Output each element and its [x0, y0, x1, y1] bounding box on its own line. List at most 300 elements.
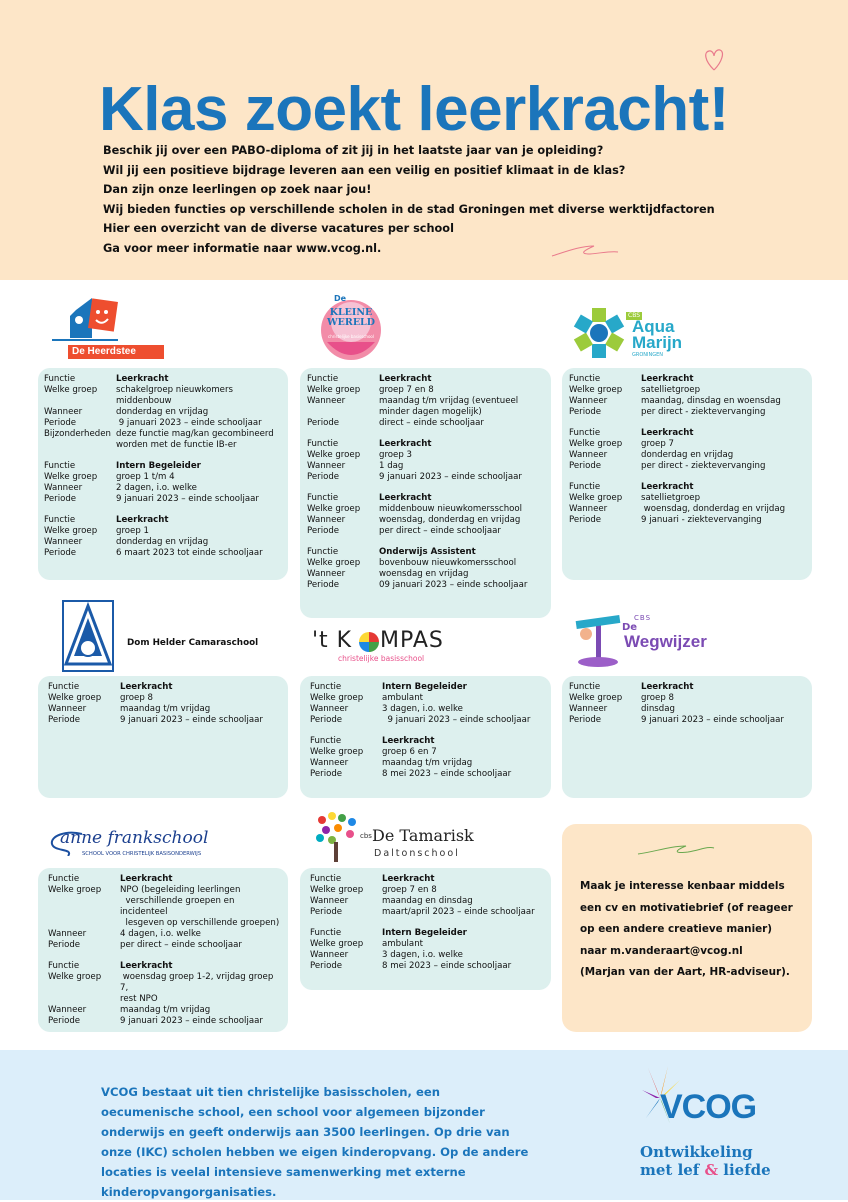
vacancy-row: [310, 715, 545, 726]
vacancy-card-aquamarijn: [562, 368, 812, 580]
vacancy-entry: [48, 874, 282, 951]
vacancy-row: [569, 439, 806, 450]
vacancy-label: Welke groep: [307, 385, 361, 395]
vacancy-label: Functie: [307, 374, 339, 384]
vacancy-label: Welke groep: [310, 885, 364, 895]
vacancy-label: Welke groep: [44, 385, 98, 395]
vacancy-value: groep 7 en 8: [382, 885, 437, 895]
vacancy-value: satellietgroep: [641, 493, 701, 503]
vacancy-row: [310, 907, 545, 918]
vacancy-row: [569, 461, 806, 472]
aquamarijn-name-2: Marijn: [632, 333, 683, 352]
vacancy-value: woensdag, donderdag en vrijdag: [379, 515, 521, 525]
squiggle-doodle-icon: [636, 840, 716, 860]
vacancy-value: 9 januari 2023 – einde schooljaar: [641, 715, 784, 725]
vacancy-row: [569, 693, 806, 704]
vacancy-function-value: Intern Begeleider: [382, 682, 467, 692]
vacancy-function-value: Leerkracht: [641, 682, 694, 692]
vacancy-value: 09 januari 2023 – einde schooljaar: [379, 580, 528, 590]
vacancy-row: [569, 704, 806, 715]
vacancy-row: [569, 504, 806, 515]
vacancy-value: woensdag en vrijdag: [379, 569, 469, 579]
vacancy-row: [310, 874, 545, 885]
vacancy-label: Wanneer: [569, 396, 608, 406]
vacancy-row: [310, 758, 545, 769]
vacancy-label: Periode: [307, 526, 340, 536]
vacancy-value: deze functie mag/kan gecombineerd worden met de functie IB-er: [116, 429, 274, 450]
heerdstee-logo: [46, 294, 166, 360]
vacancy-label: Periode: [44, 418, 77, 428]
vacancy-value: satellietgroep: [641, 385, 701, 395]
vacancy-row: [307, 450, 545, 461]
kompas-name-b: MPAS: [380, 628, 444, 653]
vacancy-function-value: Leerkracht: [116, 515, 169, 525]
vacancy-label: Periode: [569, 515, 602, 525]
vacancy-value: groep 7: [641, 439, 674, 449]
vcog-tagline-amp: &: [704, 1161, 719, 1179]
wegwijzer-logo: [572, 612, 722, 668]
vacancy-entry: [310, 736, 545, 780]
vacancy-label: Wanneer: [48, 929, 87, 939]
vacancy-label: Welke groep: [310, 747, 364, 757]
vacancy-value: 1 dag: [379, 461, 404, 471]
vacancy-label: Welke groep: [569, 385, 623, 395]
vacancy-entry: [307, 547, 545, 591]
vacancy-function-value: Leerkracht: [379, 374, 432, 384]
vacancy-label: Wanneer: [310, 758, 349, 768]
kompas-logo: [312, 628, 442, 668]
vacancy-function-value: Leerkracht: [379, 493, 432, 503]
vacancy-row: [310, 961, 545, 972]
vacancy-label: Welke groep: [569, 493, 623, 503]
vacancy-row: [310, 769, 545, 780]
vacancy-label: Periode: [307, 418, 340, 428]
vacancy-card-kleine-wereld: [300, 368, 551, 618]
vacancy-label: Functie: [48, 682, 80, 692]
tamarisk-tree-icon: [312, 810, 362, 864]
vacancy-row: [569, 407, 806, 418]
vacancy-label: Periode: [48, 715, 81, 725]
vacancy-row: [307, 418, 545, 429]
vacancy-value: 9 januari 2023 – einde schooljaar: [116, 418, 262, 428]
vacancy-value: donderdag en vrijdag: [116, 537, 209, 547]
vacancy-label: Functie: [569, 482, 601, 492]
vacancy-entry: [307, 374, 545, 429]
vacancy-value: woensdag, donderdag en vrijdag: [641, 504, 786, 514]
vacancy-label: Welke groep: [307, 504, 361, 514]
vacancy-row: [307, 580, 545, 591]
vacancy-label: Wanneer: [310, 950, 349, 960]
wegwijzer-de: De: [622, 622, 638, 633]
vacancy-label: Functie: [310, 682, 342, 692]
vacancy-row: [44, 548, 282, 559]
vacancy-row: [307, 461, 545, 472]
contact-line: Maak je interesse kenbaar middels: [580, 880, 785, 892]
vacancy-row: [48, 682, 282, 693]
vacancy-value: dinsdag: [641, 704, 675, 714]
vacancy-row: [307, 558, 545, 569]
vacancy-row: [307, 569, 545, 580]
vacancy-row: [48, 885, 282, 929]
vacancy-value: donderdag en vrijdag: [641, 450, 734, 460]
vacancy-label: Wanneer: [569, 504, 608, 514]
vacancy-row: [310, 928, 545, 939]
vacancy-label: Functie: [48, 961, 80, 971]
contact-line: een cv en motivatiebrief (of reageer: [580, 901, 793, 914]
vacancy-label: Functie: [310, 736, 342, 746]
vacancy-label: Functie: [44, 515, 76, 525]
vacancy-value: 9 januari - ziektevervanging: [641, 515, 762, 525]
vacancy-label: Functie: [310, 928, 342, 938]
vacancy-value: 3 dagen, i.o. welke: [382, 704, 463, 714]
vacancy-value: 3 dagen, i.o. welke: [382, 950, 463, 960]
vacancy-row: [310, 939, 545, 950]
vacancy-label: Wanneer: [569, 704, 608, 714]
vacancy-row: [48, 874, 282, 885]
vacancy-label: Periode: [310, 715, 343, 725]
vacancy-entry: [310, 874, 545, 918]
dom-helder-name: Dom Helder Camaraschool: [127, 638, 259, 648]
vacancy-function-value: Leerkracht: [382, 874, 435, 884]
vacancy-row: [44, 472, 282, 483]
vacancy-label: Periode: [569, 407, 602, 417]
vacancy-label: Welke groep: [569, 693, 623, 703]
vcog-tagline-2a: met lef: [640, 1161, 705, 1179]
vacancy-label: Functie: [48, 874, 80, 884]
vacancy-entry: [48, 682, 282, 726]
vacancy-label: Wanneer: [307, 515, 346, 525]
vacancy-label: Periode: [44, 494, 77, 504]
vacancy-row: [48, 940, 282, 951]
vcog-logo-text: VCOG: [660, 1088, 757, 1126]
vacancy-value: 2 dagen, i.o. welke: [116, 483, 197, 493]
vcog-tagline-1: Ontwikkeling: [640, 1143, 753, 1161]
vacancy-entry: [569, 682, 806, 726]
kompas-compass-icon: [359, 632, 379, 652]
vacancy-value: per direct - ziektevervanging: [641, 407, 766, 417]
tamarisk-sub: Daltonschool: [374, 848, 460, 859]
vacancy-label: Wanneer: [307, 396, 346, 406]
vacancy-row: [310, 693, 545, 704]
vacancy-card-wegwijzer: [562, 676, 812, 798]
vacancy-label: Functie: [307, 547, 339, 557]
vacancy-label: Wanneer: [44, 483, 83, 493]
vacancy-label: Wanneer: [307, 569, 346, 579]
vacancy-row: [48, 715, 282, 726]
kompas-name-a: 't K: [312, 628, 353, 653]
vacancy-label: Welke groep: [310, 693, 364, 703]
vacancy-label: Welke groep: [48, 885, 102, 895]
vacancy-function-value: Leerkracht: [382, 736, 435, 746]
vacancy-value: 9 januari 2023 – einde schooljaar: [116, 494, 259, 504]
vacancy-row: [48, 1005, 282, 1016]
vacancy-value: 6 maart 2023 tot einde schooljaar: [116, 548, 263, 558]
vacancy-row: [48, 972, 282, 1005]
vacancy-row: [307, 515, 545, 526]
vacancy-value: 4 dagen, i.o. welke: [120, 929, 201, 939]
vacancy-value: ambulant: [382, 693, 424, 703]
vacancy-row: [310, 747, 545, 758]
vacancy-value: per direct - ziektevervanging: [641, 461, 766, 471]
tamarisk-name: De Tamarisk: [372, 826, 474, 845]
tamarisk-logo: [312, 810, 474, 866]
squiggle-doodle-icon: [550, 242, 620, 260]
vacancy-card-anne-frank: [38, 868, 288, 1032]
vacancy-value: maandag t/m vrijdag (eventueel minder dagen mogelijk): [379, 396, 519, 417]
vacancy-value: bovenbouw nieuwkomersschool: [379, 558, 517, 568]
vacancy-entry: [44, 515, 282, 559]
vacancy-row: [307, 374, 545, 385]
vacancy-value: maandag t/m vrijdag: [120, 704, 211, 714]
vacancy-row: [44, 494, 282, 505]
vacancy-row: [48, 929, 282, 940]
vacancy-function-value: Intern Begeleider: [382, 928, 467, 938]
contact-line: op een andere creatieve manier): [580, 923, 773, 935]
vacancy-row: [569, 515, 806, 526]
vacancy-value: 9 januari 2023 – einde schooljaar: [120, 715, 263, 725]
vacancy-label: Functie: [307, 493, 339, 503]
vacancy-label: Periode: [48, 1016, 81, 1026]
vacancy-label: Welke groep: [307, 450, 361, 460]
vacancy-value: per direct – einde schooljaar: [379, 526, 501, 536]
vacancy-label: Wanneer: [44, 537, 83, 547]
vacancy-row: [48, 693, 282, 704]
header-banner: [0, 0, 848, 280]
vacancy-value: groep 1 t/m 4: [116, 472, 175, 482]
heart-doodle-icon: [702, 46, 726, 74]
vacancy-value: maandag en dinsdag: [382, 896, 473, 906]
vacancy-value: maandag t/m vrijdag: [382, 758, 473, 768]
vacancy-value: maandag t/m vrijdag: [120, 1005, 211, 1015]
vacancy-row: [44, 374, 282, 385]
vacancy-row: [310, 682, 545, 693]
vcog-tagline: [640, 1143, 771, 1179]
vacancy-row: [307, 526, 545, 537]
vacancy-row: [44, 429, 282, 451]
vacancy-row: [310, 885, 545, 896]
vacancy-label: Periode: [310, 907, 343, 917]
vacancy-label: Functie: [44, 374, 76, 384]
kleine-wereld-logo: [312, 290, 390, 364]
intro-line: Wij bieden functies op verschillende scholen in de stad Groningen met diverse werktijdfactoren: [103, 202, 715, 216]
vacancy-label: Periode: [310, 961, 343, 971]
vacancy-entry: [44, 461, 282, 505]
vacancy-function-value: Intern Begeleider: [116, 461, 201, 471]
contact-email[interactable]: naar m.vanderaart@vcog.nl: [580, 944, 743, 957]
vacancy-value: donderdag en vrijdag: [116, 407, 209, 417]
vacancy-label: Wanneer: [44, 407, 83, 417]
vacancy-value: groep 6 en 7: [382, 747, 437, 757]
vacancy-row: [569, 385, 806, 396]
vacancy-label: Wanneer: [310, 896, 349, 906]
vacancy-value: 9 januari 2023 – einde schooljaar: [379, 472, 522, 482]
vacancy-entry: [569, 482, 806, 526]
vacancy-label: Periode: [310, 769, 343, 779]
vacancy-function-value: Leerkracht: [379, 439, 432, 449]
vacancy-value: woensdag groep 1-2, vrijdag groep 7, rest NPO: [120, 972, 274, 1004]
intro-line: Dan zijn onze leerlingen op zoek naar jou!: [103, 183, 372, 196]
vacancy-card-tamarisk: [300, 868, 551, 990]
intro-line: Hier een overzicht van de diverse vacatures per school: [103, 222, 454, 235]
vacancy-value: 8 mei 2023 – einde schooljaar: [382, 769, 512, 779]
vacancy-entry: [44, 374, 282, 451]
vacancy-function-value: Leerkracht: [641, 428, 694, 438]
kleine-wereld-de: De: [334, 294, 347, 303]
tamarisk-cbs: cbs: [360, 832, 372, 840]
vacancy-value: groep 7 en 8: [379, 385, 434, 395]
wegwijzer-name: Wegwijzer: [624, 632, 707, 651]
vacancy-label: Welke groep: [44, 526, 98, 536]
vacancy-label: Functie: [569, 428, 601, 438]
vacancy-card-dom-helder: [38, 676, 288, 798]
aquamarijn-name-1: Aqua: [632, 317, 675, 336]
vacancy-row: [307, 439, 545, 450]
vacancy-row: [44, 526, 282, 537]
vcog-tagline-2c: liefde: [718, 1161, 771, 1179]
vacancy-function-value: Leerkracht: [641, 482, 694, 492]
vacancy-entry: [310, 682, 545, 726]
vacancy-row: [569, 374, 806, 385]
vacancy-label: Welke groep: [48, 693, 102, 703]
vacancy-label: Welke groep: [44, 472, 98, 482]
vacancy-row: [307, 493, 545, 504]
vacancy-value: maart/april 2023 – einde schooljaar: [382, 907, 535, 917]
vacancy-row: [307, 385, 545, 396]
vacancy-value: direct – einde schooljaar: [379, 418, 484, 428]
vacancy-label: Periode: [307, 580, 340, 590]
vacancy-row: [569, 493, 806, 504]
vacancy-row: [569, 428, 806, 439]
vacancy-row: [44, 483, 282, 494]
vacancy-row: [307, 504, 545, 515]
vacancy-row: [44, 515, 282, 526]
vacancy-row: [48, 1016, 282, 1027]
vacancy-value: groep 3: [379, 450, 412, 460]
vacancy-value: middenbouw nieuwkomersschool: [379, 504, 523, 514]
kompas-sub: christelijke basisschool: [338, 654, 425, 663]
vacancy-label: Functie: [310, 874, 342, 884]
vacancy-label: Wanneer: [310, 704, 349, 714]
vacancy-value: groep 8: [120, 693, 153, 703]
vacancy-card-kompas: [300, 676, 551, 798]
vacancy-entry: [569, 374, 806, 418]
vacancy-value: 8 mei 2023 – einde schooljaar: [382, 961, 512, 971]
kleine-wereld-sub: christelijke basisschool: [328, 334, 374, 339]
vacancy-label: Bijzonderheden: [44, 429, 111, 439]
vacancy-value: groep 8: [641, 693, 674, 703]
vacancy-label: Periode: [48, 940, 81, 950]
dom-helder-logo: [62, 600, 259, 672]
anne-frank-sub: SCHOOL VOOR CHRISTELIJK BASISONDERWIJS: [82, 851, 202, 857]
wegwijzer-signpost-icon: [572, 612, 626, 668]
vacancy-card-heerdstee: [38, 368, 288, 580]
vacancy-label: Wanneer: [307, 461, 346, 471]
vacancy-label: Welke groep: [310, 939, 364, 949]
intro-text: [103, 141, 715, 258]
vacancy-label: Welke groep: [569, 439, 623, 449]
vacancy-row: [44, 537, 282, 548]
vacancy-row: [569, 450, 806, 461]
contact-box: [562, 824, 812, 1032]
vacancy-value: maandag, dinsdag en woensdag: [641, 396, 781, 406]
vacancy-function-value: Onderwijs Assistent: [379, 547, 476, 557]
vacancy-function-value: Leerkracht: [120, 874, 173, 884]
vacancy-label: Wanneer: [48, 1005, 87, 1015]
vacancy-function-value: Leerkracht: [641, 374, 694, 384]
vacancy-entry: [307, 439, 545, 483]
aquamarijn-city: GRONINGEN: [632, 352, 664, 358]
vacancy-label: Periode: [569, 715, 602, 725]
vacancy-row: [44, 407, 282, 418]
vacancy-label: Welke groep: [48, 972, 102, 982]
intro-line: Ga voor meer informatie naar www.vcog.nl.: [103, 241, 382, 255]
aquamarijn-cbs: CBS: [628, 312, 641, 319]
vacancy-row: [569, 482, 806, 493]
aquamarijn-logo: [572, 306, 692, 362]
vacancy-row: [44, 418, 282, 429]
vacancy-entry: [48, 961, 282, 1027]
anne-frank-logo: [46, 824, 216, 864]
anne-frank-name: anne frankschool: [60, 828, 209, 848]
vacancy-label: Functie: [44, 461, 76, 471]
vacancy-function-value: Leerkracht: [120, 682, 173, 692]
vacancy-row: [307, 396, 545, 418]
vacancy-entry: [307, 493, 545, 537]
heerdstee-name: De Heerdstee: [68, 345, 164, 359]
page-title: Klas zoekt leerkracht!: [99, 75, 729, 144]
vacancy-label: Periode: [44, 548, 77, 558]
intro-line: Beschik jij over een PABO-diploma of zit jij in het laatste jaar van je opleiding?: [103, 144, 604, 157]
vacancy-row: [44, 385, 282, 407]
vacancy-row: [310, 896, 545, 907]
vacancy-row: [310, 950, 545, 961]
vacancy-label: Periode: [307, 472, 340, 482]
vacancy-row: [48, 961, 282, 972]
vacancy-value: NPO (begeleiding leerlingen verschillende groepen en incidenteel lesgeven op verschillende groepen): [120, 885, 280, 928]
vacancy-value: ambulant: [382, 939, 424, 949]
vacancy-label: Functie: [307, 439, 339, 449]
kleine-wereld-name: KLEINE WERELD: [327, 307, 375, 328]
vacancy-value: 9 januari 2023 – einde schooljaar: [120, 1016, 263, 1026]
vacancy-label: Wanneer: [48, 704, 87, 714]
intro-line: Wil jij een positieve bijdrage leveren aan een veilig en positief klimaat in de klas?: [103, 163, 626, 177]
vacancy-value: schakelgroep nieuwkomers middenbouw: [116, 385, 236, 406]
aquamarijn-flower-icon: [572, 306, 626, 360]
footer: [0, 1050, 848, 1200]
vacancy-value: groep 1: [116, 526, 149, 536]
dom-helder-emblem-icon: [62, 600, 114, 672]
vacancy-row: [310, 704, 545, 715]
vacancy-row: [310, 736, 545, 747]
vacancy-value: 9 januari 2023 – einde schooljaar: [382, 715, 531, 725]
wegwijzer-cbs: CBS: [634, 614, 652, 622]
vacancy-label: Wanneer: [569, 450, 608, 460]
vacancy-row: [44, 461, 282, 472]
vacancy-row: [48, 704, 282, 715]
vacancy-entry: [310, 928, 545, 972]
vacancy-label: Functie: [569, 682, 601, 692]
vacancy-function-value: Leerkracht: [116, 374, 169, 384]
vacancy-row: [307, 547, 545, 558]
vacancy-row: [307, 472, 545, 483]
vacancy-label: Functie: [569, 374, 601, 384]
vacancy-row: [569, 715, 806, 726]
vacancy-function-value: Leerkracht: [120, 961, 173, 971]
vacancy-label: Welke groep: [307, 558, 361, 568]
vacancy-entry: [569, 428, 806, 472]
vacancy-row: [569, 682, 806, 693]
footer-text: VCOG bestaat uit tien christelijke basisscholen, een oecumenische school, een school voor algemeen bijzonder onderwijs en geeft onderwijs aan 3500 leerlingen. Op drie van onze (IKC) scholen hebben we eigen kinderopvang. Op de andere locaties is veelal intensieve samenwerking met externe kinderopvangorganisaties.: [101, 1085, 529, 1199]
